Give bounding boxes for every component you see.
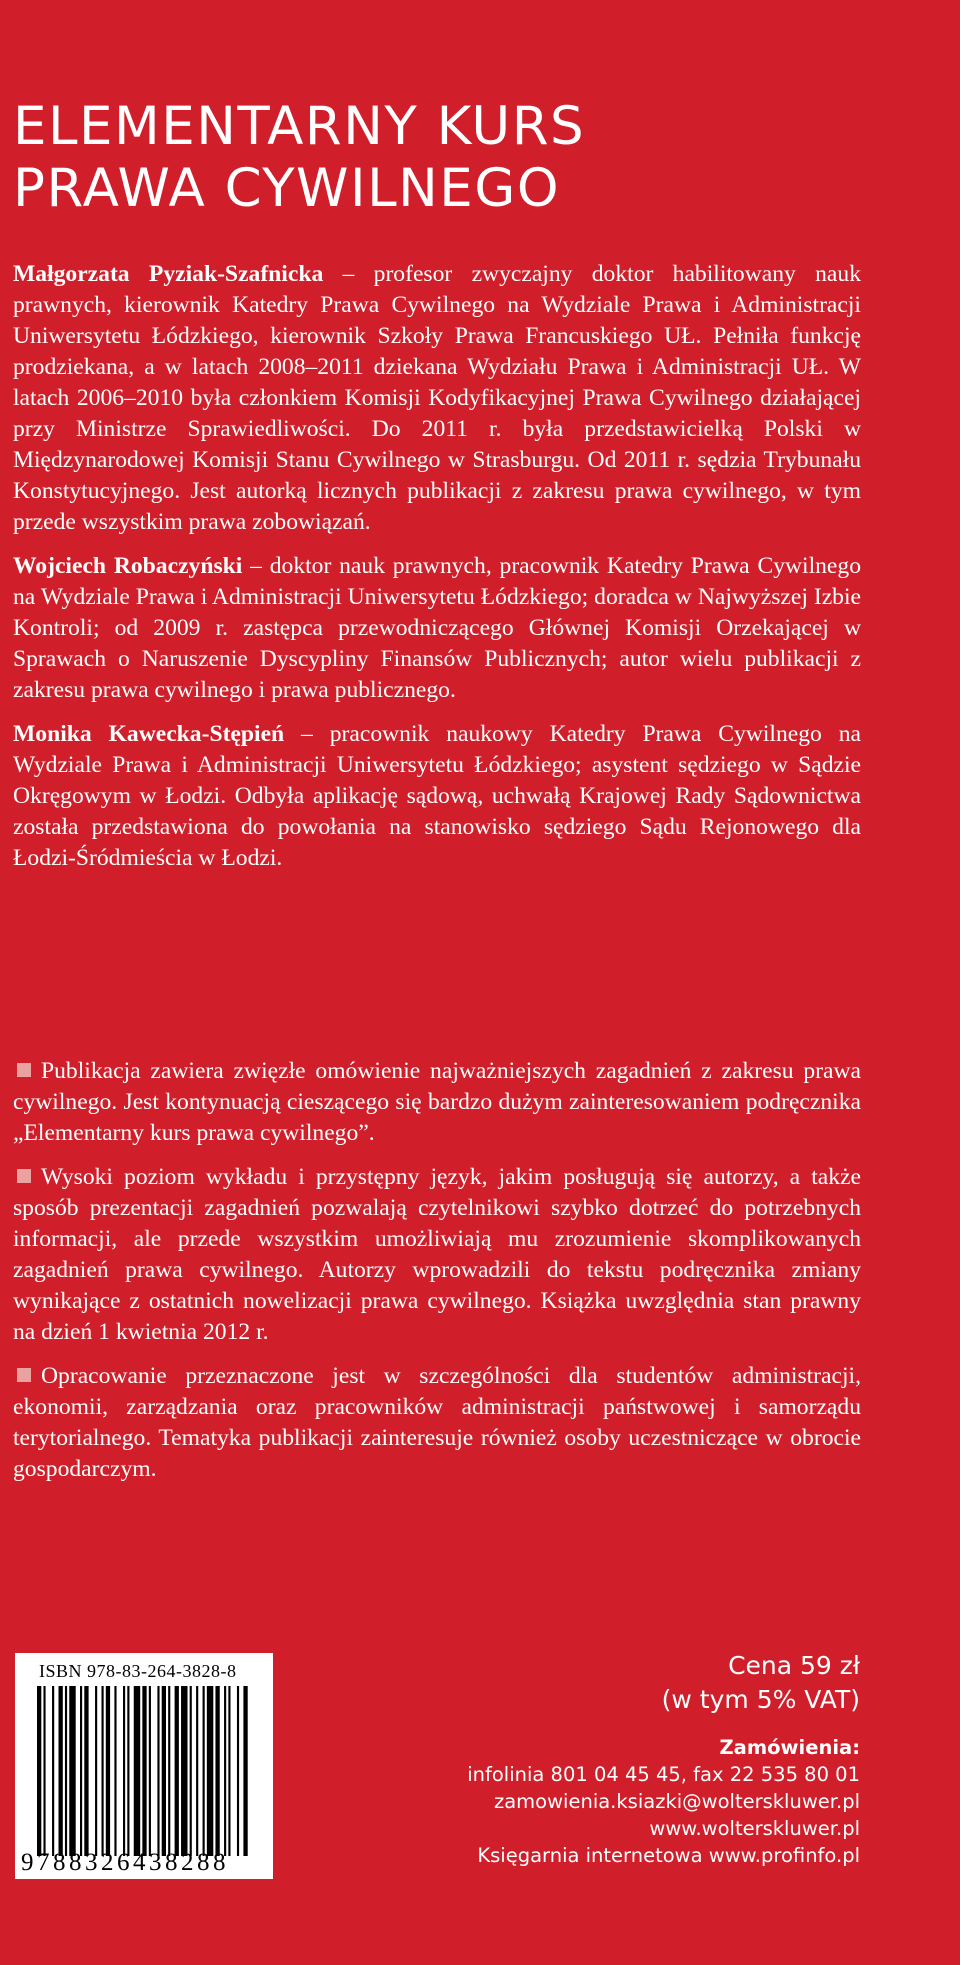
author-bio-text: – doktor nauk prawnych, pracownik Katedry Prawa Cywilnego na Wydziale Prawa i Administracji Uniwersytetu Łódzkiego; doradca w Najwyższej Izbie Kontroli; od 2009 r. zastępca przewodniczącego Głównej Komisji Orzekającej w Sprawach o Naruszenie Dyscypliny Finansów Publicznych; autor wielu publikacji z zakresu prawa cywilnego i prawa publicznego.: [13, 553, 861, 703]
book-title: [13, 96, 585, 220]
orders-bookstore: Księgarnia internetowa www.profinfo.pl: [477, 1844, 860, 1867]
author-bio-text: – profesor zwyczajny doktor habilitowany nauk prawnych, kierownik Katedry Prawa Cywilnego na Wydziale Prawa i Administracji Uniwersytetu Łódzkiego, kierownik Szkoły Prawa Francuskiego UŁ. Pełniła funkcję prodziekana, a w latach 2008–2011 dziekana Wydziału Prawa i Administracji UŁ. W latach 2006–2010 była członkiem Komisji Kodyfikacyjnej Prawa Cywilnego działającej przy Ministrze Sprawiedliwości. Do 2011 r. była przedstawicielką Polski w Międzynarodowej Komisji Stanu Cywilnego w Strasburgu. Od 2011 r. sędzia Trybunału Konstytucyjnego. Jest autorką licznych publikacji z zakresu prawa cywilnego, w tym przede wszystkim prawa zobowiązań.: [13, 261, 861, 535]
feature-item: [13, 1162, 861, 1348]
author-bio: [13, 551, 861, 706]
feature-text: Wysoki poziom wykładu i przystępny język, jakim posługują się autorzy, a także sposób prezentacji zagadnień pozwalają czytelnikowi szybko dotrzeć do potrzebnych informacji, ale przede wszystkim umożliwiają mu zrozumienie skomplikowanych zagadnień prawa cywilnego. Autorzy wprowadzili do tekstu podręcznika zmiany wynikające z ostatnich nowelizacji prawa cywilnego. Książka uwzględnia stan prawny na dzień 1 kwietnia 2012 r.: [13, 1164, 861, 1345]
author-bio: [13, 719, 861, 874]
square-bullet-icon: [17, 1368, 31, 1382]
barcode-icon: [37, 1686, 251, 1856]
orders-website: www.wolterskluwer.pl: [649, 1817, 860, 1840]
isbn-label: ISBN 978-83-264-3828-8: [39, 1661, 237, 1681]
author-name: Małgorzata Pyziak-Szafnicka: [13, 261, 324, 287]
feature-list: [13, 1056, 861, 1498]
feature-text: Opracowanie przeznaczone jest w szczególności dla studentów administracji, ekonomii, zarządzania oraz pracowników administracji państwowej i samorządu terytorialnego. Tematyka publikacji zainteresuje również osoby uczestniczące w obrocie gospodarczym.: [13, 1363, 861, 1482]
price-block: [662, 1649, 860, 1717]
price-label: Cena 59 zł: [728, 1651, 860, 1680]
author-bios: [13, 259, 861, 887]
orders-email: zamowienia.ksiazki@wolterskluwer.pl: [493, 1790, 860, 1813]
barcode-block: [15, 1653, 273, 1879]
orders-heading: Zamówienia:: [719, 1736, 860, 1759]
feature-item: [13, 1056, 861, 1149]
author-bio: [13, 259, 861, 538]
orders-phone: infolinia 801 04 45 45, fax 22 535 80 01: [467, 1763, 860, 1786]
author-name: Monika Kawecka-Stępień: [13, 721, 285, 747]
book-title-line-2: PRAWA CYWILNEGO: [13, 158, 561, 219]
author-name: Wojciech Robaczyński: [13, 553, 243, 579]
vat-label: (w tym 5% VAT): [661, 1685, 860, 1714]
book-title-line-1: ELEMENTARNY KURS: [13, 96, 586, 157]
feature-text: Publikacja zawiera zwięzłe omówienie najważniejszych zagadnień z zakresu prawa cywilnego. Jest kontynuacją cieszącego się bardzo dużym zainteresowaniem podręcznika „Elementarny kurs prawa cywilnego”.: [13, 1058, 861, 1146]
feature-item: [13, 1361, 861, 1485]
barcode-digits: 9788326438288: [21, 1849, 229, 1876]
square-bullet-icon: [17, 1063, 31, 1077]
orders-block: [467, 1734, 860, 1869]
square-bullet-icon: [17, 1169, 31, 1183]
author-bio-text: – pracownik naukowy Katedry Prawa Cywilnego na Wydziale Prawa i Administracji Uniwersytetu Łódzkiego; asystent sędziego w Sądzie Okręgowym w Łodzi. Odbyła aplikację sądową, uchwałą Krajowej Rady Sądownictwa została przedstawiona do powołania na stanowisko sędziego Sądu Rejonowego dla Łodzi-Śródmieścia w Łodzi.: [13, 721, 861, 871]
